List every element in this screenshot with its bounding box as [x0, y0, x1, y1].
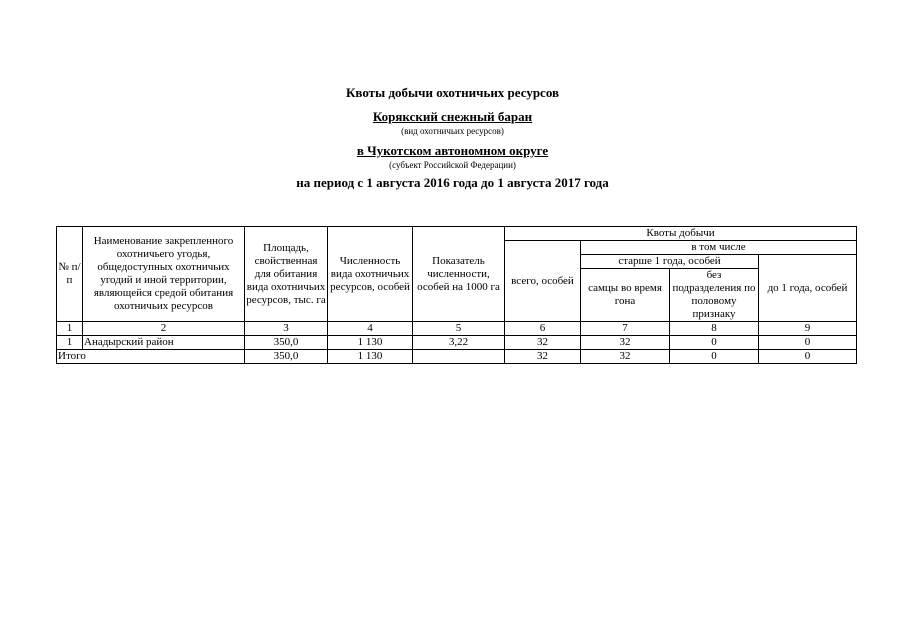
total-density: [413, 350, 505, 364]
region-caption: (субъект Российской Федерации): [389, 160, 516, 170]
total-row: [57, 350, 857, 364]
header-count: Численность вида охотничьих ресурсов, особей: [328, 227, 413, 322]
row-males: 32: [581, 336, 670, 350]
total-nosex: 0: [670, 350, 759, 364]
row-name: Анадырский район: [83, 336, 245, 350]
header-including: в том числе: [581, 241, 857, 255]
row-count: 1 130: [328, 336, 413, 350]
total-label: Итого: [57, 350, 245, 364]
document-title: Квоты добычи охотничьих ресурсов: [345, 85, 560, 100]
row-num: 1: [57, 336, 83, 350]
header-num: № п/п: [57, 227, 83, 322]
region-name: в Чукотском автономном округе: [356, 143, 549, 158]
column-number-row: [57, 322, 857, 336]
total-area: 350,0: [245, 350, 328, 364]
total-young: 0: [759, 350, 857, 364]
col-number: 9: [759, 322, 857, 336]
header-area: Площадь, свойственная для обитания вида охотничьих ресурсов, тыс. га: [245, 227, 328, 322]
total-total: 32: [505, 350, 581, 364]
header-name: Наименование закрепленного охотничьего угодья, общедоступных охотничьих угодий и иной территории, являющейся средой обитания охотничьих ресурсов: [83, 227, 245, 322]
col-number: 2: [83, 322, 245, 336]
species-caption: (вид охотничьих ресурсов): [401, 126, 504, 136]
col-number: 8: [670, 322, 759, 336]
header-males: самцы во время гона: [581, 269, 670, 322]
col-number: 1: [57, 322, 83, 336]
total-count: 1 130: [328, 350, 413, 364]
header-total: всего, особей: [505, 241, 581, 322]
header-nosex: без подразделения по половому признаку: [670, 269, 759, 322]
row-total: 32: [505, 336, 581, 350]
species-name: Корякский снежный баран: [372, 109, 533, 124]
row-nosex: 0: [670, 336, 759, 350]
total-males: 32: [581, 350, 670, 364]
col-number: 5: [413, 322, 505, 336]
col-number: 7: [581, 322, 670, 336]
col-number: 6: [505, 322, 581, 336]
header-quota: Квоты добычи: [505, 227, 857, 241]
period-text: на период с 1 августа 2016 года до 1 августа 2017 года: [296, 175, 609, 190]
col-number: 3: [245, 322, 328, 336]
header-older: старше 1 года, особей: [581, 255, 759, 269]
quota-table: [56, 226, 857, 364]
row-density: 3,22: [413, 336, 505, 350]
header-young: до 1 года, особей: [759, 255, 857, 322]
row-young: 0: [759, 336, 857, 350]
header-row: [57, 227, 857, 241]
table-row: [57, 336, 857, 350]
col-number: 4: [328, 322, 413, 336]
header-density: Показатель численности, особей на 1000 га: [413, 227, 505, 322]
row-area: 350,0: [245, 336, 328, 350]
